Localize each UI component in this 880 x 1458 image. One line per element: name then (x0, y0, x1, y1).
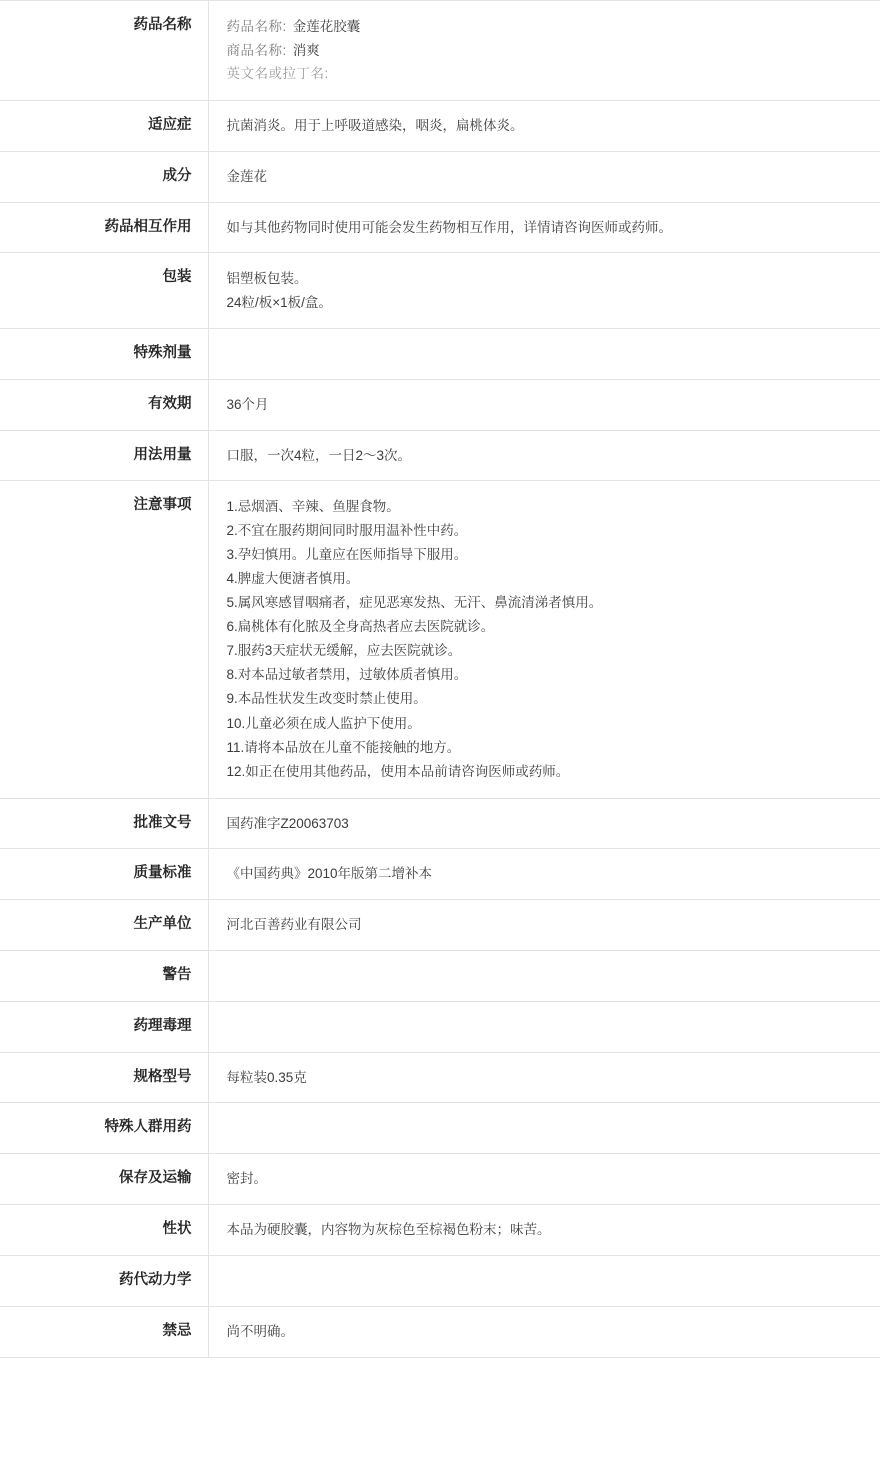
row-label: 警告 (0, 951, 208, 1002)
row-subfield-key: 药品名称: (226, 19, 287, 34)
list-item: 1.忌烟酒、辛辣、鱼腥食物。 (226, 499, 400, 515)
row-label: 特殊人群用药 (0, 1103, 208, 1154)
row-value-text: 河北百善药业有限公司 (226, 917, 362, 933)
table-row (0, 151, 880, 202)
table-row (0, 1103, 880, 1154)
table-row (0, 951, 880, 1002)
row-label: 保存及运输 (0, 1154, 208, 1205)
row-value (208, 1154, 880, 1205)
table-row (0, 1052, 880, 1103)
row-label: 用法用量 (0, 430, 208, 481)
row-value (208, 849, 880, 900)
row-label: 批准文号 (0, 798, 208, 849)
row-label: 特殊剂量 (0, 328, 208, 379)
row-value-text: 36个月 (226, 396, 269, 412)
row-value-text: 本品为硬胶囊，内容物为灰棕色至棕褐色粉末；味苦。 (226, 1222, 551, 1238)
row-label: 药品名称 (0, 1, 208, 101)
row-label: 有效期 (0, 379, 208, 430)
row-value (208, 1, 880, 101)
row-value-line: 铝塑板包装。 (226, 271, 308, 287)
row-value (208, 798, 880, 849)
row-subfield (227, 15, 863, 39)
row-subfield-value: 金莲花胶囊 (292, 19, 361, 34)
row-value-text: 尚不明确。 (226, 1323, 294, 1339)
table-row (0, 379, 880, 430)
row-subfield (227, 62, 863, 86)
row-label: 规格型号 (0, 1052, 208, 1103)
row-label: 药代动力学 (0, 1255, 208, 1306)
row-value-text: 金莲花 (226, 168, 267, 184)
row-label: 注意事项 (0, 481, 208, 798)
row-value (208, 1205, 880, 1256)
notice-list (227, 495, 863, 783)
table-row (0, 1001, 880, 1052)
row-subfield-value: 消爽 (292, 42, 320, 58)
list-item: 6.扁桃体有化脓及全身高热者应去医院就诊。 (226, 619, 495, 635)
table-row (0, 1255, 880, 1306)
row-value (208, 900, 880, 951)
row-subfield-key: 英文名或拉丁名: (226, 66, 329, 82)
bottom-spacer (0, 1358, 880, 1458)
row-value-text: 抗菌消炎。用于上呼吸道感染，咽炎，扁桃体炎。 (226, 117, 524, 133)
row-value (208, 481, 880, 798)
table-row (0, 849, 880, 900)
row-value-text: 如与其他药物同时使用可能会发生药物相互作用，详情请咨询医师或药师。 (226, 219, 672, 235)
row-value (208, 379, 880, 430)
row-value (208, 430, 880, 481)
row-value (208, 202, 880, 253)
row-value (208, 1103, 880, 1154)
list-item: 8.对本品过敏者禁用，过敏体质者慎用。 (226, 667, 468, 683)
list-item: 12.如正在使用其他药品，使用本品前请咨询医师或药师。 (226, 763, 570, 779)
table-row (0, 253, 880, 328)
table-row (0, 900, 880, 951)
row-label: 质量标准 (0, 849, 208, 900)
table-row (0, 1, 880, 101)
row-value (208, 951, 880, 1002)
list-item: 9.本品性状发生改变时禁止使用。 (226, 691, 427, 707)
list-item: 11.请将本品放在儿童不能接触的地方。 (226, 739, 461, 755)
row-value-text: 《中国药典》2010年版第二增补本 (226, 866, 433, 882)
row-value-text: 口服，一次4粒，一日2～3次。 (226, 447, 412, 463)
row-subfield (227, 39, 863, 63)
list-item: 7.服药3天症状无缓解，应去医院就诊。 (226, 643, 462, 659)
row-value (208, 1255, 880, 1306)
list-item: 2.不宜在服药期间同时服用温补性中药。 (226, 523, 468, 539)
table-row (0, 1306, 880, 1357)
row-label: 药理毒理 (0, 1001, 208, 1052)
row-value (208, 100, 880, 151)
list-item: 3.孕妇慎用。儿童应在医师指导下服用。 (226, 547, 468, 563)
table-row (0, 100, 880, 151)
list-item: 5.属风寒感冒咽痛者，症见恶寒发热、无汗、鼻流清涕者慎用。 (226, 595, 603, 611)
row-label: 性状 (0, 1205, 208, 1256)
row-subfield-key: 商品名称: (226, 42, 287, 58)
row-value (208, 1306, 880, 1357)
table-row (0, 481, 880, 798)
row-value (208, 1001, 880, 1052)
row-label: 包装 (0, 253, 208, 328)
list-item: 4.脾虚大便溏者慎用。 (226, 571, 360, 587)
list-item: 10.儿童必须在成人监护下使用。 (226, 715, 421, 731)
table-row (0, 328, 880, 379)
row-value-text: 国药准字Z20063703 (226, 815, 349, 831)
row-label: 药品相互作用 (0, 202, 208, 253)
row-value-text: 每粒装0.35克 (226, 1069, 307, 1085)
table-row (0, 430, 880, 481)
row-label: 适应症 (0, 100, 208, 151)
row-value (208, 253, 880, 328)
row-value (208, 151, 880, 202)
table-row (0, 798, 880, 849)
table-row (0, 1205, 880, 1256)
row-label: 禁忌 (0, 1306, 208, 1357)
drug-info-table-body (0, 1, 880, 1358)
row-value-text: 密封。 (226, 1171, 267, 1187)
row-value (208, 1052, 880, 1103)
row-value-line: 24粒/板×1板/盒。 (226, 294, 332, 310)
table-row (0, 1154, 880, 1205)
row-label: 生产单位 (0, 900, 208, 951)
row-value (208, 328, 880, 379)
row-label: 成分 (0, 151, 208, 202)
table-row (0, 202, 880, 253)
